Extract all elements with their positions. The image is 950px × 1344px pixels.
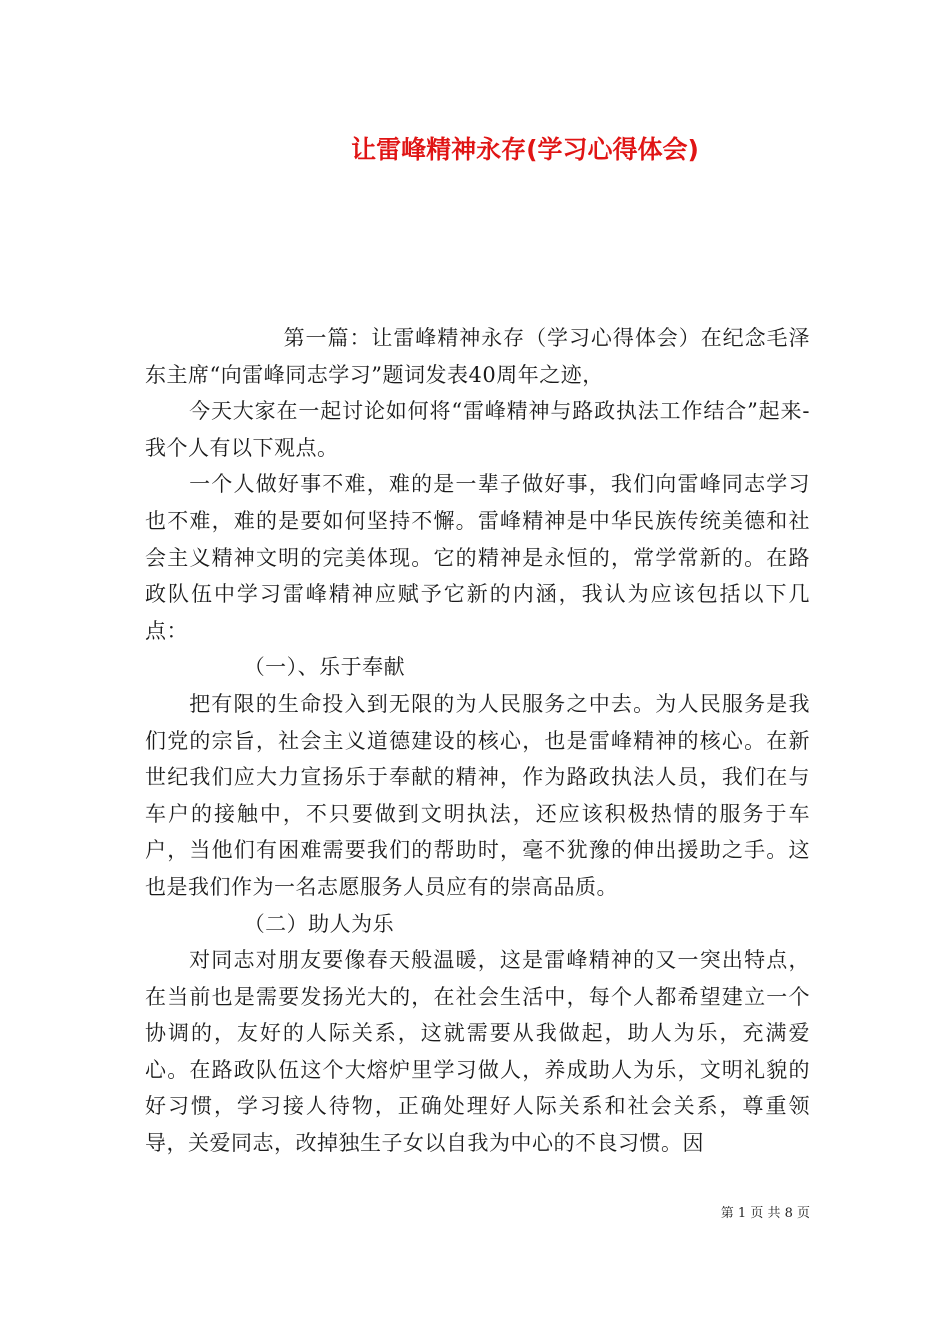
document-title: 让雷峰精神永存(学习心得体会) [351,135,699,164]
document-body [145,320,810,1162]
paragraph-overview: 一个人做好事不难，难的是一辈子做好事，我们向雷峰同志学习也不难，难的是要如何坚持不懈。雷峰精神是中华民族传统美德和社会主义精神文明的完美体现。它的精神是永恒的，常学常新的。在路政队伍中学习雷峰精神应赋予它新的内涵，我认为应该包括以下几点： [145,472,810,643]
section-heading-2: （二）助人为乐 [243,911,395,936]
paragraph-section-1: 把有限的生命投入到无限的为人民服务之中去。为人民服务是我们党的宗旨，社会主义道德建设的核心，也是雷峰精神的核心。在新世纪我们应大力宣扬乐于奉献的精神，作为路政执法人员，我们在与车户的接触中，不只要做到文明执法，还应该积极热情的服务于车户，当他们有困难需要我们的帮助时，毫不犹豫的伸出援助之手。这也是我们作为一名志愿服务人员应有的崇高品质。 [145,691,810,899]
paragraph-intro: 第一篇：让雷峰精神永存（学习心得体会）在纪念毛泽东主席“向雷峰同志学习”题词发表40周年之迹， [145,326,810,387]
section-heading-1: （一）、乐于奉献 [243,655,406,680]
paragraph-discussion: 今天大家在一起讨论如何将“雷峰精神与路政执法工作结合”起来-我个人有以下观点。 [145,399,810,460]
page-number: 第 1 页 共 8 页 [720,1206,810,1221]
paragraph-section-2: 对同志对朋友要像春天般温暖，这是雷峰精神的又一突出特点，在当前也是需要发扬光大的，在社会生活中，每个人都希望建立一个协调的，友好的人际关系，这就需要从我做起，助人为乐，充满爱心。在路政队伍这个大熔炉里学习做人，养成助人为乐，文明礼貌的好习惯，学习接人待物，正确处理好人际关系和社会关系，尊重领导，关爱同志，改掉独生子女以自我为中心的不良习惯。因 [145,948,810,1156]
